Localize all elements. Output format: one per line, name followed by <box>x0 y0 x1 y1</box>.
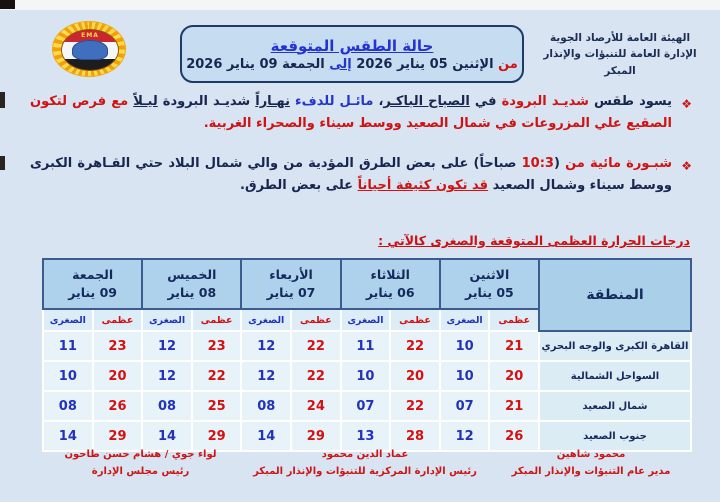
logo-ema-text: EMA <box>81 32 99 39</box>
region-cell: جنوب الصعيد <box>539 421 691 451</box>
temps-table <box>42 258 692 452</box>
text-segment: نهـاراً <box>255 94 290 109</box>
max-value-cell: 23 <box>93 331 143 361</box>
max-value-cell: 22 <box>192 361 242 391</box>
text-segment: قد تكون كثيفة أحياناً <box>357 178 489 194</box>
signature-block <box>242 447 488 480</box>
forecast-paragraph-1 <box>30 91 692 136</box>
max-value-cell: 26 <box>93 391 143 421</box>
min-value-cell: 11 <box>341 331 391 361</box>
day-date: 08 يناير <box>167 285 217 300</box>
table-row <box>43 391 691 421</box>
signature-title: مدير عام التنبؤات والإنذار المبكر <box>511 465 671 477</box>
temperatures-heading: درجات الحرارة العظمى المتوقعة والصغرى كالآتي : <box>378 233 690 248</box>
max-label-cell: عظمى <box>192 309 242 331</box>
max-value-cell: 23 <box>192 331 242 361</box>
max-value-cell: 20 <box>489 361 539 391</box>
max-value-cell: 28 <box>390 421 440 451</box>
table-row <box>43 331 691 361</box>
min-value-cell: 14 <box>142 421 192 451</box>
signature-name: عماد الدين محمود <box>321 449 409 460</box>
org-line1: الهيئة العامة للأرصاد الجوية <box>549 32 691 44</box>
min-value-cell: 10 <box>43 361 93 391</box>
diamond-bullet-icon: ❖ <box>681 97 692 111</box>
date-range <box>186 57 518 72</box>
signature-title: رئيس الإدارة المركزية للتنبؤات والإنذار المبكر <box>253 465 477 477</box>
text-segment: من <box>498 56 518 72</box>
day-header-cell <box>142 259 241 309</box>
scan-artifact <box>0 156 5 170</box>
text-segment: على بعض الطرق. <box>240 178 358 194</box>
region-cell: شمال الصعيد <box>539 391 691 421</box>
day-header-cell <box>241 259 340 309</box>
text-segment: على بعض الطرق المؤدية من والي شمال البلاد حتي القـاهرة الكبرى ووسط سيناء وشمال الصعيد <box>30 156 672 194</box>
text-segment: شديـد البرودة <box>157 94 251 109</box>
signature-block <box>48 447 233 480</box>
day-date: 07 يناير <box>266 285 316 300</box>
min-label-cell: الصغرى <box>440 309 490 331</box>
min-label-cell: الصغرى <box>341 309 391 331</box>
text-segment: الصباح الباكـر <box>383 94 470 109</box>
signature-title: رئيس مجلس الإدارة <box>91 465 190 477</box>
max-value-cell: 29 <box>291 421 341 451</box>
day-name: الجمعة <box>72 266 114 282</box>
max-value-cell: 22 <box>291 361 341 391</box>
text-segment: الجمعة 09 يناير 2026 <box>186 56 330 72</box>
org-line2: الإدارة العامة للتنبؤات والإنذار المبكر <box>543 48 697 77</box>
max-value-cell: 22 <box>291 331 341 361</box>
min-value-cell: 12 <box>440 421 490 451</box>
min-label-cell: الصغرى <box>43 309 93 331</box>
max-value-cell: 21 <box>489 331 539 361</box>
text-segment: ليـلاً <box>133 94 158 109</box>
max-label-cell: عظمى <box>93 309 143 331</box>
max-value-cell: 22 <box>390 391 440 421</box>
text-segment: الإثنين 05 يناير 2026 <box>351 56 499 72</box>
forecast-text-2 <box>30 156 672 193</box>
text-segment: في <box>469 94 502 109</box>
region-column-header: المنطقة <box>539 259 691 331</box>
text-segment: شديـد البرودة <box>501 94 589 109</box>
min-value-cell: 10 <box>440 331 490 361</box>
text-segment: شبـورة مائية من <box>559 156 673 171</box>
text-segment: مع فرص لتكون الصقيع علي المزروعات في شمال الصعيد ووسط سيناء والصحراء الغربية. <box>30 94 672 132</box>
day-header-cell <box>440 259 539 309</box>
max-label-cell: عظمى <box>291 309 341 331</box>
forecast-text-1 <box>30 94 672 131</box>
day-header-cell <box>341 259 440 309</box>
signature-block <box>496 447 686 480</box>
day-name: الخميس <box>167 266 217 282</box>
forecast-paragraph-2 <box>30 153 692 198</box>
day-name: الثلاثاء <box>370 266 410 282</box>
ema-logo <box>52 21 126 77</box>
signature-name: محمود شاهين <box>556 449 626 460</box>
text-segment: مائـل للدفء <box>289 94 374 109</box>
max-value-cell: 29 <box>93 421 143 451</box>
max-label-cell: عظمى <box>489 309 539 331</box>
diamond-bullet-icon: ❖ <box>681 159 692 173</box>
day-date: 06 يناير <box>365 285 415 300</box>
page-title: حالة الطقس المتوقعة <box>270 36 434 55</box>
logo-cloud-icon <box>72 40 108 60</box>
table-row <box>43 361 691 391</box>
min-label-cell: الصغرى <box>241 309 291 331</box>
text-segment: ( <box>553 156 560 171</box>
min-value-cell: 12 <box>241 331 291 361</box>
min-value-cell: 07 <box>440 391 490 421</box>
max-label-cell: عظمى <box>390 309 440 331</box>
scan-artifact <box>0 92 5 108</box>
max-value-cell: 22 <box>390 331 440 361</box>
max-value-cell: 29 <box>192 421 242 451</box>
organization-name <box>526 30 714 79</box>
day-name: الاثنين <box>469 266 510 282</box>
day-name: الأربعاء <box>269 266 313 282</box>
min-value-cell: 12 <box>241 361 291 391</box>
text-segment: يسود طقس <box>588 94 673 109</box>
day-date: 05 يناير <box>465 285 514 300</box>
text-segment: 10:3 <box>521 156 554 171</box>
region-cell: القاهرة الكبرى والوجه البحري <box>539 331 691 361</box>
temperatures-table-wrap <box>42 258 692 452</box>
min-value-cell: 07 <box>341 391 391 421</box>
day-header-cell <box>43 259 142 309</box>
title-box <box>180 25 524 83</box>
min-value-cell: 08 <box>142 391 192 421</box>
max-value-cell: 21 <box>489 391 539 421</box>
signature-name: لواء جوي / هشام حسن طاحون <box>64 449 217 460</box>
min-label-cell: الصغرى <box>142 309 192 331</box>
min-value-cell: 14 <box>43 421 93 451</box>
min-value-cell: 10 <box>341 361 391 391</box>
min-value-cell: 12 <box>142 361 192 391</box>
scan-artifact <box>0 0 15 9</box>
text-segment: إلى <box>329 56 352 72</box>
max-value-cell: 24 <box>291 391 341 421</box>
min-value-cell: 13 <box>341 421 391 451</box>
scan-top-strip <box>0 0 720 10</box>
min-value-cell: 10 <box>440 361 490 391</box>
region-cell: السواحل الشمالية <box>539 361 691 391</box>
day-date: 09 يناير <box>68 285 117 300</box>
min-value-cell: 11 <box>43 331 93 361</box>
min-value-cell: 08 <box>241 391 291 421</box>
logo-flag-disc <box>61 29 119 71</box>
max-value-cell: 20 <box>93 361 143 391</box>
max-value-cell: 25 <box>192 391 242 421</box>
max-value-cell: 20 <box>390 361 440 391</box>
text-segment: صباحاً) <box>473 156 522 171</box>
text-segment: ، <box>373 94 384 109</box>
min-value-cell: 12 <box>142 331 192 361</box>
min-value-cell: 08 <box>43 391 93 421</box>
min-value-cell: 14 <box>241 421 291 451</box>
max-value-cell: 26 <box>489 421 539 451</box>
